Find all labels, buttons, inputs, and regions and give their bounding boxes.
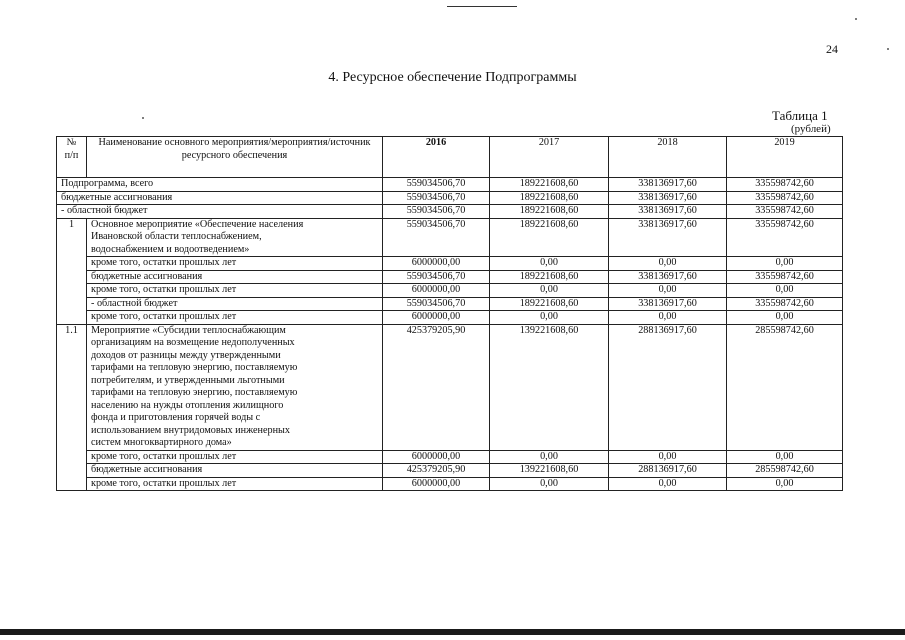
row-value: 0,00 <box>609 257 727 271</box>
table-row <box>57 450 843 464</box>
row-value: 335598742,60 <box>727 191 843 205</box>
row-value: 288136917,60 <box>609 324 727 450</box>
row-value: 559034506,70 <box>383 178 490 192</box>
section-title: 4. Ресурсное обеспечение Подпрограммы <box>328 70 577 85</box>
row-value: 559034506,70 <box>383 191 490 205</box>
row-value: 189221608,60 <box>490 218 609 257</box>
row-value: 335598742,60 <box>727 218 843 257</box>
row-value: 0,00 <box>727 477 843 491</box>
row-value: 285598742,60 <box>727 464 843 478</box>
row-value: 139221608,60 <box>490 464 609 478</box>
header-2016: 2016 <box>383 137 490 178</box>
scan-speck <box>855 18 857 20</box>
row-label: Мероприятие «Субсидии теплоснабжающим организациям на возмещение недополученных доходов от разницы между утвержденными тарифами на тепловую энергию, поставляемую потребителям, и утвержденными льготными тарифами на тепловую энергию, поставляемую населению на нужды отопления жилищного фонда и приготовления горячей воды с использованием внутридомовых инженерных систем многоквартирного дома» <box>87 324 383 450</box>
row-value: 335598742,60 <box>727 297 843 311</box>
row-label: кроме того, остатки прошлых лет <box>87 477 383 491</box>
row-index: 1.1 <box>57 324 87 491</box>
row-value: 559034506,70 <box>383 218 490 257</box>
row-value: 0,00 <box>490 477 609 491</box>
row-value: 0,00 <box>490 284 609 298</box>
row-value: 0,00 <box>727 450 843 464</box>
row-value: 0,00 <box>609 450 727 464</box>
row-value: 338136917,60 <box>609 178 727 192</box>
row-label: бюджетные ассигнования <box>87 270 383 284</box>
header-2017: 2017 <box>490 137 609 178</box>
scan-speck <box>887 48 889 50</box>
row-value: 338136917,60 <box>609 205 727 219</box>
row-value: 0,00 <box>727 284 843 298</box>
table-row <box>57 257 843 271</box>
page-number: 24 <box>826 42 838 56</box>
row-value: 189221608,60 <box>490 270 609 284</box>
row-value: 189221608,60 <box>490 178 609 192</box>
table-row <box>57 218 843 257</box>
row-value: 189221608,60 <box>490 297 609 311</box>
row-label: кроме того, остатки прошлых лет <box>87 450 383 464</box>
row-value: 338136917,60 <box>609 297 727 311</box>
row-label: Основное мероприятие «Обеспечение населения Ивановской области теплоснабжением, водоснабжением и водоотведением» <box>87 218 383 257</box>
row-value: 335598742,60 <box>727 270 843 284</box>
row-value: 335598742,60 <box>727 205 843 219</box>
row-value: 0,00 <box>609 284 727 298</box>
row-value: 6000000,00 <box>383 477 490 491</box>
row-value: 0,00 <box>609 477 727 491</box>
row-value: 559034506,70 <box>383 270 490 284</box>
row-value: 189221608,60 <box>490 191 609 205</box>
table-header-row <box>57 137 843 178</box>
row-value: 425379205,90 <box>383 324 490 450</box>
row-label: Подпрограмма, всего <box>57 178 383 192</box>
row-value: 288136917,60 <box>609 464 727 478</box>
header-2018: 2018 <box>609 137 727 178</box>
row-label: бюджетные ассигнования <box>57 191 383 205</box>
table-row <box>57 464 843 478</box>
row-value: 6000000,00 <box>383 450 490 464</box>
table-row <box>57 297 843 311</box>
row-value: 189221608,60 <box>490 205 609 219</box>
header-2019: 2019 <box>727 137 843 178</box>
table-row <box>57 311 843 325</box>
row-value: 0,00 <box>490 311 609 325</box>
table-row <box>57 284 843 298</box>
row-value: 6000000,00 <box>383 311 490 325</box>
row-value: 425379205,90 <box>383 464 490 478</box>
header-name: Наименование основного мероприятия/мероприятия/источник ресурсного обеспечения <box>87 137 383 178</box>
row-index: 1 <box>57 218 87 324</box>
row-value: 0,00 <box>727 257 843 271</box>
row-value: 338136917,60 <box>609 270 727 284</box>
row-value: 6000000,00 <box>383 284 490 298</box>
table-row <box>57 477 843 491</box>
table-caption: Таблица 1 <box>772 108 828 123</box>
summary-row <box>57 191 843 205</box>
row-value: 559034506,70 <box>383 297 490 311</box>
row-value: 6000000,00 <box>383 257 490 271</box>
row-value: 559034506,70 <box>383 205 490 219</box>
summary-row <box>57 178 843 192</box>
bottom-rule <box>0 629 905 635</box>
row-value: 0,00 <box>490 450 609 464</box>
row-value: 0,00 <box>609 311 727 325</box>
resource-table <box>56 136 843 491</box>
row-label: - областной бюджет <box>87 297 383 311</box>
row-value: 335598742,60 <box>727 178 843 192</box>
row-label: кроме того, остатки прошлых лет <box>87 284 383 298</box>
header-num: № п/п <box>57 137 87 178</box>
row-label: бюджетные ассигнования <box>87 464 383 478</box>
row-label: кроме того, остатки прошлых лет <box>87 311 383 325</box>
row-label: - областной бюджет <box>57 205 383 219</box>
table-row <box>57 270 843 284</box>
top-rule <box>447 6 517 7</box>
row-value: 0,00 <box>727 311 843 325</box>
table-row <box>57 324 843 450</box>
unit-caption: (рублей) <box>791 123 831 135</box>
row-value: 0,00 <box>490 257 609 271</box>
row-value: 139221608,60 <box>490 324 609 450</box>
row-value: 338136917,60 <box>609 191 727 205</box>
row-value: 338136917,60 <box>609 218 727 257</box>
row-value: 285598742,60 <box>727 324 843 450</box>
scan-speck <box>142 117 144 119</box>
summary-row <box>57 205 843 219</box>
row-label: кроме того, остатки прошлых лет <box>87 257 383 271</box>
